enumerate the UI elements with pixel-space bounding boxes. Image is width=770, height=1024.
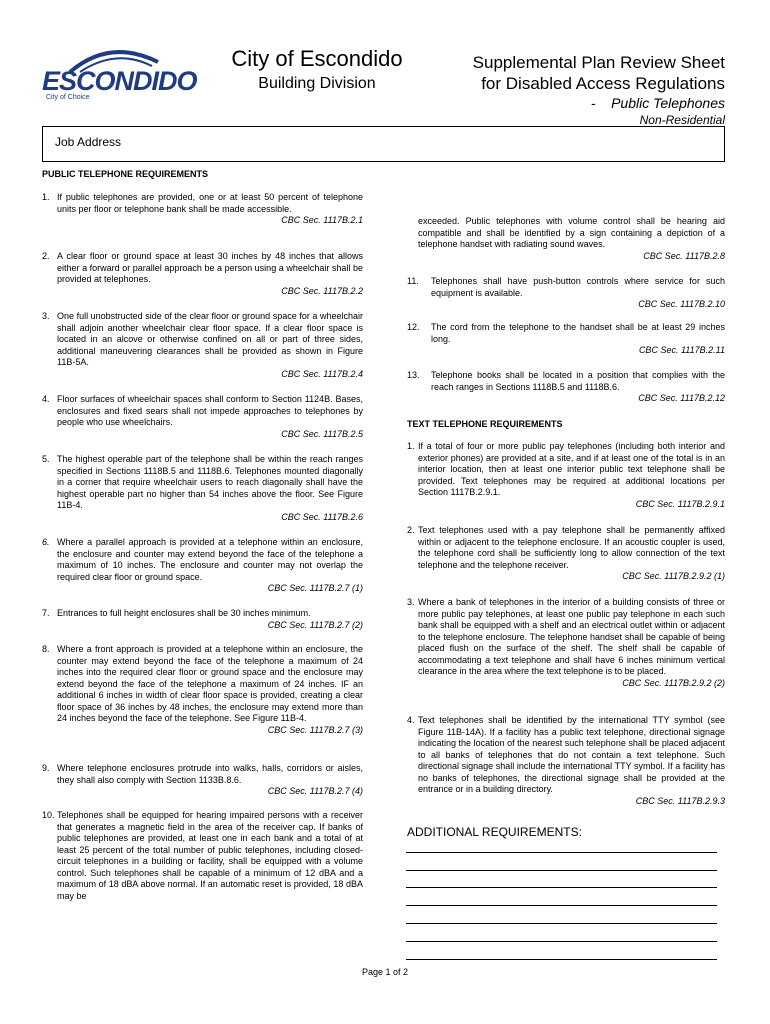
item-body [418, 441, 725, 510]
item-citation: CBC Sec. 1117B.2.9.3 [635, 795, 725, 806]
item-text: Floor surfaces of wheelchair spaces shall conform to Section 1124B. Bases, enclosures and fixed sears shall not impede approaches to telephones by people who use wheelchairs. [57, 394, 363, 427]
item-body [57, 644, 363, 736]
item-number: 8. [42, 644, 50, 654]
item-body [57, 763, 363, 798]
item-number: 3. [42, 311, 50, 321]
item-number: 3. [407, 597, 415, 607]
item-text: If public telephones are provided, one or at least 50 percent of telephone units per floor or telephone bank shall be made accessible. [57, 192, 363, 214]
item-text: A clear floor or ground space at least 30 inches by 48 inches that allows either a forward or parallel approach be a person using a wheelchair shall be provided at telephones. [57, 251, 363, 284]
item-number: 11. [407, 276, 419, 286]
item-number: 4. [407, 715, 415, 725]
public-telephone-heading: PUBLIC TELEPHONE REQUIREMENTS [42, 169, 209, 179]
item-text: Telephone books shall be located in a position that complies with the reach ranges in Sections 1118B.5 and 1118B.6. [431, 370, 725, 392]
item-text: Text telephones used with a pay telephone shall be permanently affixed within or adjacent to the telephone enclosure. If an acoustic coupler is used, the telephone cord shall be sufficiently long to allow connection of the text telephone and the telephone receiver. [418, 525, 725, 570]
sheet-title-line2: for Disabled Access Regulations [481, 74, 725, 93]
item-citation: CBC Sec. 1117B.2.9.2 (2) [622, 677, 725, 688]
blank-line[interactable] [406, 870, 717, 871]
item-body [57, 608, 363, 631]
blank-line[interactable] [406, 923, 717, 924]
item-citation: CBC Sec. 1117B.2.11 [638, 345, 725, 355]
blank-line[interactable] [406, 852, 717, 853]
item-text: Where telephone enclosures protrude into walks, halls, corridors or aisles, they shall also comply with Section 1133B.8.6. [57, 763, 363, 785]
item-number: 7. [42, 608, 50, 618]
additional-requirements-label: ADDITIONAL REQUIREMENTS: [407, 825, 582, 839]
item-citation: CBC Sec. 1117B.2.10 [638, 299, 725, 309]
page-number: Page 1 of 2 [361, 967, 409, 977]
item-10-citation: CBC Sec. 1117B.2.8 [643, 250, 725, 261]
item-text: One full unobstructed side of the clear floor or ground space for a wheelchair shall adjoin another wheelchair clear floor space. If a clear floor space is located in an alcove or otherwise confined on all or part of three sides, additional maneuvering clearances shall be provided as shown in Figure 11B-5A. [57, 311, 363, 367]
item-citation: CBC Sec. 1117B.2.1 [281, 215, 363, 225]
item-number: 10. [42, 810, 55, 820]
item-citation: CBC Sec. 1117B.2.7 (4) [267, 786, 363, 796]
item-citation: CBC Sec. 1117B.2.6 [281, 511, 363, 522]
item-body [57, 311, 363, 380]
text-telephone-heading: TEXT TELEPHONE REQUIREMENTS [407, 419, 563, 429]
item-citation: CBC Sec. 1117B.2.9.1 [635, 498, 725, 509]
item-citation: CBC Sec. 1117B.2.5 [281, 428, 363, 439]
item-citation: CBC Sec. 1117B.2.7 (2) [267, 619, 363, 630]
item-body [57, 454, 363, 523]
item-number: 2. [407, 525, 415, 535]
item-number: 5. [42, 454, 50, 464]
sheet-title [473, 52, 725, 94]
item-citation: CBC Sec. 1117B.2.7 (3) [267, 724, 363, 735]
blank-line[interactable] [406, 905, 717, 906]
item-citation: CBC Sec. 1117B.2.12 [638, 393, 725, 403]
item-text: Where a bank of telephones in the interior of a building consists of three or more public pay telephones, at least one public pay telephone in each such bank shall be equipped with a shelf and an electrical outlet within or adjacent to the telephone enclosure. The telephone handset shall be capable of being placed flush on the surface of the shelf. The shelf shall be capable of accommodating a text telephone and shall have 6 inches minimum vertical clearance in the area where the text telephone is to be placed. [418, 597, 725, 676]
item-number: 9. [42, 763, 50, 773]
logo-wordmark: ESCONDIDO [42, 66, 197, 96]
item-body [418, 715, 725, 807]
item-10-continued [418, 216, 725, 262]
blank-line[interactable] [406, 941, 717, 942]
item-citation: CBC Sec. 1117B.2.9.2 (1) [622, 571, 725, 581]
item-body [418, 597, 725, 689]
item-text: Telephones shall be equipped for hearing impaired persons with a receiver that generates a magnetic field in the area of the receiver cap. If banks of public telephones are provided, at least one in each bank and a total of at least 25 percent of the total number of public telephones, including closed-circuit telephones in a building or facility, shall be equipped with a volume control. Such telephones shall be capable of a minimum of 12 dBA and a maximum of 18 dBA above normal. If an automatic reset is provided, 18 dBA may be [57, 810, 363, 901]
item-number: 6. [42, 537, 50, 547]
item-citation: CBC Sec. 1117B.2.4 [281, 368, 363, 379]
item-text: Telephones shall have push-button controls where service for such equipment is available. [431, 276, 725, 298]
item-text: The highest operable part of the telephone shall be within the reach ranges specified in Sections 1118B.5 and 1118B.6. Telephones mounted diagonally in a corner that require wheelchair users to reach diagonally shall have the highest operable part no higher than 54 inches above the floor. See Figure 11B-4. [57, 454, 363, 510]
city-title: City of Escondido [231, 46, 403, 71]
item-body [57, 251, 363, 297]
item-body [418, 525, 725, 583]
item-body [431, 276, 725, 311]
sheet-title-line1: Supplemental Plan Review Sheet [472, 53, 725, 72]
logo-tagline: City of Choice [46, 94, 90, 101]
item-citation: CBC Sec. 1117B.2.7 (1) [267, 583, 363, 593]
sheet-subject: - Public Telephones [590, 95, 725, 111]
item-body [57, 192, 363, 227]
job-address-label: Job Address [55, 135, 122, 149]
item-citation: CBC Sec. 1117B.2.2 [281, 285, 363, 296]
item-body [431, 370, 725, 405]
blank-line[interactable] [406, 959, 717, 960]
division-title: Building Division [258, 75, 376, 92]
item-body [431, 322, 725, 357]
item-number: 2. [42, 251, 50, 261]
item-text: Text telephones shall be identified by the international TTY symbol (see Figure 11B-14A). If a facility has a public text telephone, directional signage indicating the location of the nearest such telephone shall be placed adjacent to all banks of telephones that do not contain a text telephone. Such directional signage shall include the international TTY symbol. If a facility has no banks of telephones, the directional signage shall be provided at the entrance or in a building directory. [418, 715, 725, 794]
item-text: Where a parallel approach is provided at a telephone within an enclosure, the enclosure and counter may extend beyond the face of the telephone a maximum of 10 inches. The enclosure and counter may not overlap the required clear floor or ground space. [57, 537, 363, 582]
item-number: 12. [407, 322, 420, 332]
blank-line[interactable] [406, 887, 717, 888]
item-text: If a total of four or more public pay telephones (including both interior and exterior phones) are provided at a site, and if at least one of the total is in an interior location, then at least one interior public text telephone shall be provided. Text telephones may be required at additional locations per Section 1117B.2.9.1. [418, 441, 725, 497]
item-number: 1. [42, 192, 50, 202]
occupancy-type: Non-Residential [639, 113, 725, 127]
item-body [57, 394, 363, 440]
item-body [57, 810, 363, 902]
city-logo [40, 44, 197, 108]
item-body [57, 537, 363, 595]
item-number: 1. [407, 441, 415, 451]
job-address-field[interactable] [42, 126, 725, 162]
item-text: The cord from the telephone to the handset shall be at least 29 inches long. [431, 322, 725, 344]
item-number: 4. [42, 394, 50, 404]
item-10-continued-text: exceeded. Public telephones with volume control shall be hearing aid compatible and shall be identified by a sign containing a depiction of a telephone handset with radiating sound waves. [418, 216, 725, 249]
item-number: 13. [407, 370, 420, 380]
item-text: Entrances to full height enclosures shall be 30 inches minimum. [57, 608, 311, 618]
item-text: Where a front approach is provided at a telephone within an enclosure, the counter may extend beyond the face of the telephone a maximum of 24 inches into the required clear floor or ground space and the enclosure may extend beyond the face of the telephone a maximum of 24 inches. IF an additional 6 inches in width of clear floor space is provided, creating a clear floor space of 36 inches by 48 inches, the enclosure may extend more than 24 inches beyond the face of the telephone. See Figure 11B-4. [57, 644, 363, 723]
